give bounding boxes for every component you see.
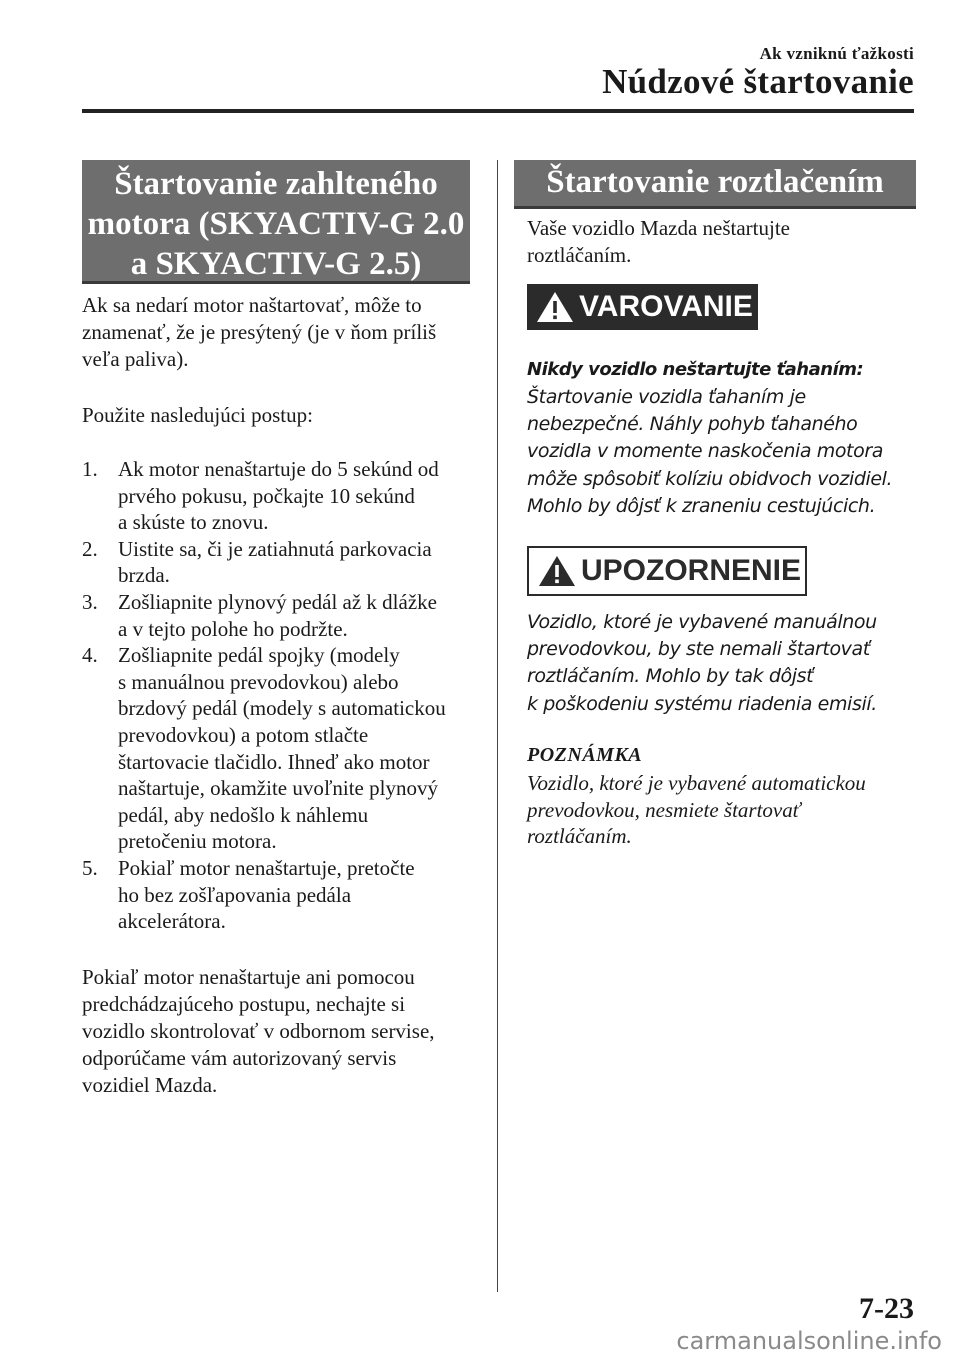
text-line: roztláčaním. Mohlo by tak dôjsť [527,665,814,688]
text-line: môže spôsobiť kolíziu obidvoch vozidiel. [527,467,893,490]
step-line: akcelerátora. [118,909,226,934]
text-line: nebezpečné. Náhly pohyb ťahaného [527,413,858,436]
text-line: Vozidlo, ktoré je vybavené automatickou [527,771,866,795]
text-line: prevodovkou, nesmiete štartovať [527,797,801,822]
text-line: k poškodeniu systému riadenia emisií. [527,692,877,715]
step-number: 3. [82,589,98,614]
push-start-intro [527,215,917,269]
step-line: Uistite sa, či je zatiahnutá parkovacia [118,536,432,561]
text-line: veľa paliva). [82,347,189,371]
step-line: pretočeniu motora. [118,829,277,854]
step-line: s manuálnou prevodovkou) alebo [118,669,399,694]
banner-line: Štartovanie zahlteného [114,166,438,202]
flooded-engine-closing [82,964,472,1099]
page-title: Núdzové štartovanie [602,62,914,101]
text-line: Vozidlo, ktoré je vybavené manuálnou [527,611,877,633]
step-line: a v tejto polohe ho podržte. [118,616,348,641]
text-line: roztláčaním. [527,824,632,848]
banner-line: motora (SKYACTIV-G 2.0 [87,206,465,242]
step-item [82,536,474,589]
step-line: brzdový pedál (modely s automatickou [118,696,446,721]
procedure-label: Použite nasledujúci postup: [82,403,313,427]
text-line: Ak sa nedarí motor naštartovať, môže to [82,293,422,317]
step-line: ho bez zošľapovania pedála [118,882,352,907]
step-line: prevodovkou) a potom stlačte [118,722,369,747]
step-line: Zošliapnite pedál spojky (modely [118,643,400,668]
flooded-engine-banner [82,160,470,284]
caution-triangle-icon [537,554,577,588]
caution-label: UPOZORNENIE [581,554,802,587]
step-line: naštartuje, okamžite uvoľnite plynový [118,776,438,801]
step-line: Ak motor nenaštartuje do 5 sekúnd od [118,457,439,481]
text-line: Pokiaľ motor nenaštartuje ani pomocou [82,965,415,989]
text-line: znamenať, že je presýtený (je v ňom príliš [82,320,437,344]
caution-badge [527,546,807,596]
text-line: odporúčame vám autorizovaný servis [82,1046,397,1070]
note-label: POZNÁMKA [527,744,643,766]
text-line: vozidiel Mazda. [82,1073,218,1097]
step-line: prvého pokusu, počkajte 10 sekúnd [118,483,415,508]
step-item [82,642,474,855]
text-line: Mohlo by dôjsť k zraneniu cestujúcich. [527,494,876,517]
step-number: 4. [82,643,98,668]
step-item [82,456,474,536]
header-rule [82,109,914,113]
push-start-banner: Štartovanie roztlačením [514,160,916,209]
text-line: Vaše vozidlo Mazda neštartujte [527,216,790,240]
banner-line: a SKYACTIV-G 2.5) [130,246,422,282]
warning-triangle-icon [535,290,575,324]
step-line: štartovacie tlačidlo. Ihneď ako motor [118,749,430,774]
warning-heading: Nikdy vozidlo neštartujte ťahaním: [527,359,864,380]
step-line: Pokiaľ motor nenaštartuje, pretočte [118,855,415,880]
text-line: vozidla v momente naskočenia motora [527,440,883,463]
procedure-steps [82,456,474,935]
watermark: carmanualsonline.info [676,1327,942,1355]
step-number: 2. [82,536,98,561]
text-line: vozidlo skontrolovať v odbornom servise, [82,1019,435,1043]
page-number: 7-23 [859,1292,914,1325]
warning-label: VAROVANIE [579,290,753,323]
note-text [527,770,917,850]
step-line: Zošliapnite plynový pedál až k dlážke [118,589,437,614]
warning-text [527,384,917,520]
step-item [82,589,474,642]
step-item [82,855,474,935]
warning-badge [527,284,758,330]
step-number: 5. [82,855,98,880]
step-line: a skúste to znovu. [118,510,269,535]
text-line: prevodovkou, by ste nemali štartovať [527,638,870,661]
caution-text [527,609,917,718]
step-line: brzda. [118,563,170,588]
flooded-engine-intro [82,292,472,373]
step-line: pedál, aby nedošlo k náhlemu [118,802,369,827]
text-line: predchádzajúceho postupu, nechajte si [82,992,406,1016]
text-line: Štartovanie vozidla ťahaním je [527,386,806,408]
text-line: roztláčaním. [527,243,632,267]
section-label: Ak vzniknú ťažkosti [759,44,914,63]
step-number: 1. [82,457,98,481]
column-divider [497,160,498,1292]
